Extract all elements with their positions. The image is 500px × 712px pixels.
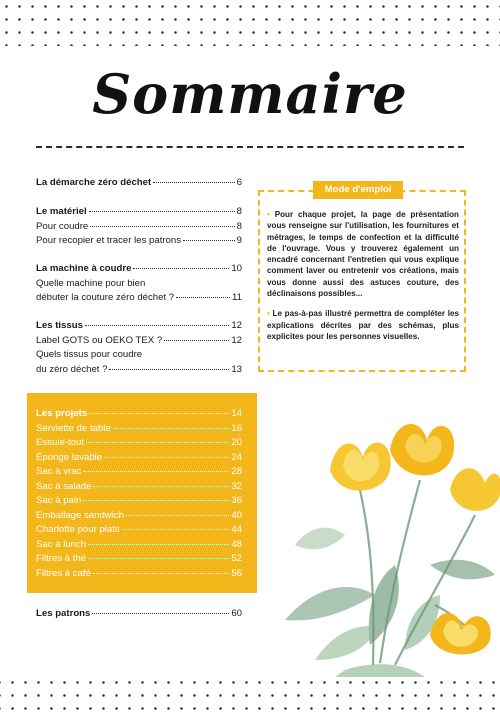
toc-group-demarche <box>36 177 242 192</box>
toc-entry-label: La machine à coudre <box>36 263 132 274</box>
toc-dot-leader <box>164 340 229 341</box>
toc-entry-label: du zéro déchet ? <box>36 363 108 375</box>
toc-entry-label: Pour coudre <box>36 220 89 232</box>
toc-group-projects <box>36 408 242 582</box>
toc-page-number: 44 <box>231 524 242 535</box>
toc-dot-leader <box>89 413 229 414</box>
toc-dot-leader <box>89 211 235 212</box>
toc-entry-label: La démarche zéro déchet <box>36 177 152 188</box>
toc-section-entry <box>36 263 242 278</box>
toc-entry <box>36 568 242 583</box>
toc-page-number: 9 <box>236 235 242 246</box>
toc-entry <box>36 423 242 438</box>
toc-dot-leader <box>122 529 230 530</box>
toc-entry <box>36 466 242 481</box>
bullet-icon: • <box>267 210 270 219</box>
toc-entry-label: Les patrons <box>36 608 91 619</box>
toc-page-number: 12 <box>231 334 242 346</box>
toc-dot-leader <box>85 325 229 326</box>
mode-emploi-paragraph-2: • Le pas-à-pas illustré permettra de compléter les explications décrites par des schémas, plus explicites pour les personnes visuelles. <box>267 309 459 341</box>
toc-entry <box>36 437 242 452</box>
bullet-icon: • <box>267 309 270 319</box>
toc-section-entry <box>36 320 242 335</box>
toc-section-entry <box>36 206 242 221</box>
toc-entry-label: Charlotte pour plats <box>36 524 120 535</box>
toc-entry-label: Filtres à thé <box>36 553 87 564</box>
toc-dot-leader <box>113 428 230 429</box>
toc-entry-label: Emballage sandwich <box>36 509 124 521</box>
toc-entry-label: Sac à salade <box>36 480 92 492</box>
toc-page-number: 48 <box>231 538 242 550</box>
toc-entry <box>36 539 242 554</box>
toc-page-number: 10 <box>231 263 242 274</box>
toc-dot-leader <box>90 226 234 227</box>
toc-entry-label: Sac à pain <box>36 495 82 506</box>
toc-group-materiel <box>36 206 242 250</box>
toc-page-number: 60 <box>231 608 242 619</box>
toc-group-tissus <box>36 320 242 378</box>
title-dashed-rule <box>36 146 464 148</box>
toc-dot-leader <box>153 182 234 183</box>
toc-entry <box>36 481 242 496</box>
toc-page-number: 13 <box>231 363 242 375</box>
toc-page-number: 40 <box>231 509 242 521</box>
toc-group-machine <box>36 263 242 307</box>
toc-dot-leader <box>92 613 229 614</box>
mode-emploi-paragraph-1: • Pour chaque projet, la page de présentation vous renseigne sur l'utilisation, les fournitures et métrages, le temps de confection et la difficulté de l'ouvrage. Vous y trouverez également un encadré concernant l'entretien qui vous explique comment laver ou entretenir vos créations, mais vous donne aussi des astuces couture, des déclinaisons possibles... <box>267 210 459 299</box>
toc-entry-label: Les projets <box>36 408 88 419</box>
toc-dot-leader <box>93 573 229 574</box>
toc-dot-leader <box>93 486 229 487</box>
page-title: Sommaire <box>92 62 408 126</box>
toc-page-number: 28 <box>231 466 242 477</box>
toc-dot-leader <box>88 558 229 559</box>
toc-entry <box>36 292 242 307</box>
toc-page-number: 56 <box>231 567 242 579</box>
toc-page-number: 20 <box>231 437 242 448</box>
toc-dot-leader <box>88 544 229 545</box>
toc-dot-leader <box>176 297 230 298</box>
toc-entry <box>36 335 242 350</box>
toc-section-entry <box>36 608 242 623</box>
toc-dot-leader <box>104 457 229 458</box>
toc-group-patrons <box>36 608 242 623</box>
toc-entry <box>36 553 242 568</box>
toc-page-number: 8 <box>236 220 242 232</box>
toc-entry-label: Les tissus <box>36 320 83 331</box>
toc-page-number: 52 <box>231 553 242 564</box>
toc-entry <box>36 510 242 525</box>
toc-dot-leader <box>109 369 229 370</box>
toc-entry <box>36 235 242 250</box>
toc-entry-label: Sac à lunch <box>36 538 87 550</box>
toc-entry-label: Éponge lavable <box>36 451 103 463</box>
toc-dot-leader <box>126 515 229 516</box>
toc-entry-label: Filtres à café <box>36 567 91 579</box>
toc-entry-label: Essuie-tout <box>36 437 84 448</box>
toc-entry-label: Label GOTS ou OEKO TEX ? <box>36 334 163 346</box>
toc-dot-leader <box>83 500 229 501</box>
toc-page-number: 24 <box>231 451 242 463</box>
toc-continuation-line: Quels tissus pour coudre <box>36 349 143 360</box>
toc-entry <box>36 524 242 539</box>
toc-entry <box>36 364 242 379</box>
toc-section-entry <box>36 408 242 423</box>
toc-entry <box>36 452 242 467</box>
toc-section-entry <box>36 177 242 192</box>
toc-page-number: 16 <box>231 422 242 434</box>
toc-entry-label: Sac à vrac <box>36 466 82 477</box>
dot-pattern-top <box>0 0 500 46</box>
toc-dot-leader <box>133 268 229 269</box>
toc-entry <box>36 495 242 510</box>
mode-emploi-text <box>267 209 459 351</box>
mode-emploi-heading: Mode d'emploi <box>313 181 403 199</box>
toc-dot-leader <box>86 442 229 443</box>
dot-pattern-bottom <box>0 672 500 712</box>
toc-entry-label: Serviette de table <box>36 422 111 434</box>
toc-page-number: 12 <box>231 320 242 331</box>
toc-dot-leader <box>83 471 229 472</box>
projects-panel <box>27 393 257 593</box>
toc-continuation-line: Quelle machine pour bien <box>36 277 146 289</box>
toc-page-number: 6 <box>236 177 242 188</box>
toc-page-number: 8 <box>236 206 242 217</box>
toc-page-number: 11 <box>232 292 242 303</box>
toc-dot-leader <box>183 240 235 241</box>
toc-entry-label: Pour recopier et tracer les patrons <box>36 235 182 246</box>
watercolor-flowers-illustration <box>255 395 500 677</box>
toc-entry-label: Le matériel <box>36 206 87 217</box>
toc-page-number: 32 <box>231 480 242 492</box>
toc-page-number: 36 <box>231 495 242 506</box>
toc-entry-label: débuter la couture zéro déchet ? <box>36 292 175 303</box>
toc-page-number: 14 <box>231 408 242 419</box>
toc-entry <box>36 221 242 236</box>
